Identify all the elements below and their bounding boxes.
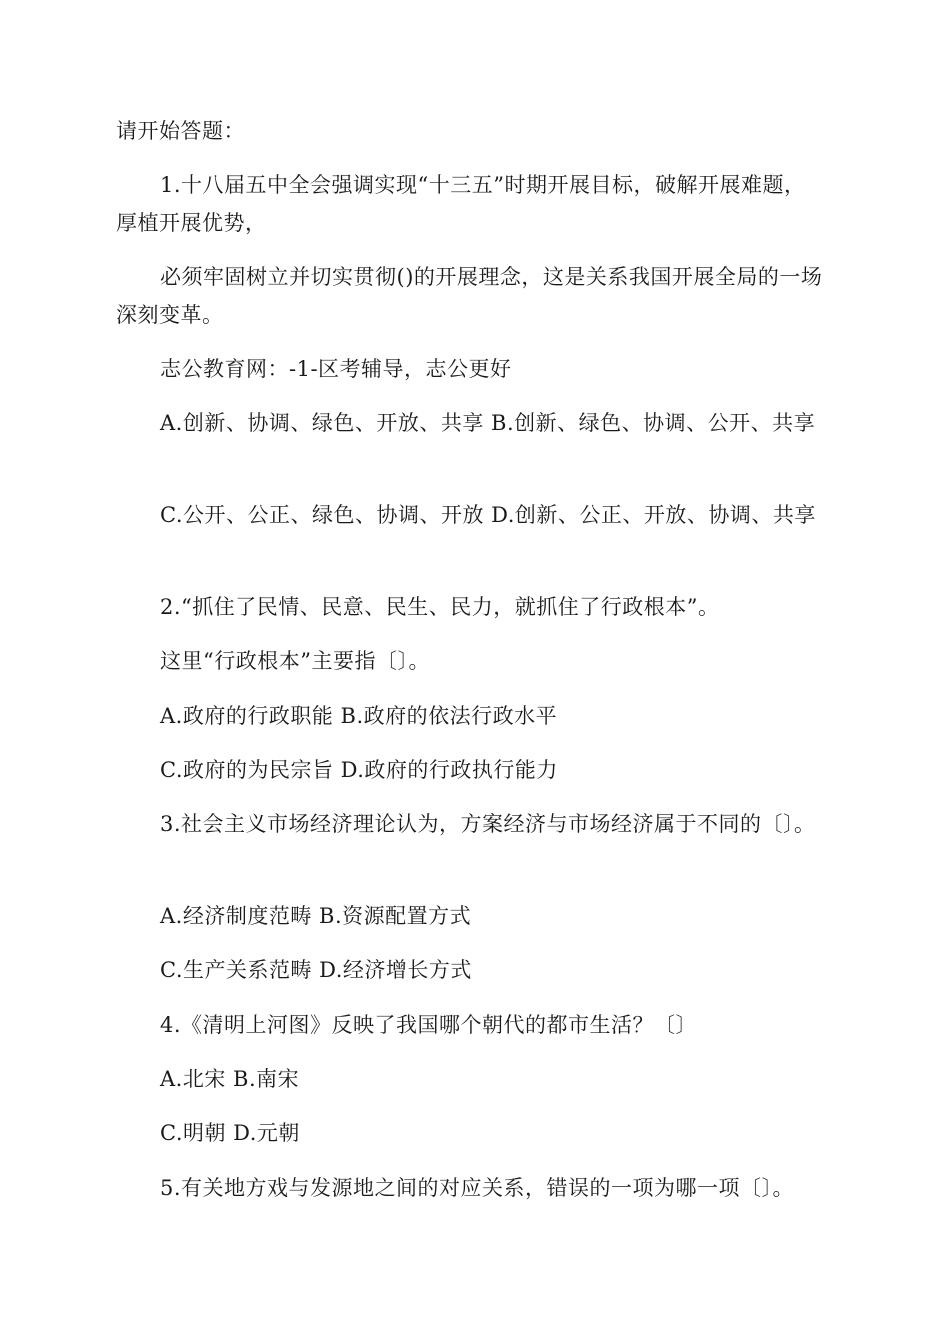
question-4-options-ab: A.北宋 B.南宋: [160, 1067, 300, 1091]
question-2-stem-continued: 这里“行政根本”主要指〔〕。: [160, 649, 430, 673]
question-5-stem: 5.有关地方戏与发源地之间的对应关系，错误的一项为哪一项〔〕。: [160, 1176, 795, 1200]
footer-note: 志公教育网：-1-区考辅导，志公更好: [160, 357, 512, 381]
question-3-options-cd: C.生产关系范畴 D.经济增长方式: [160, 958, 472, 982]
question-2-stem: 2.“抓住了民情、民意、民生、民力，就抓住了行政根本”。: [160, 595, 720, 619]
question-2-options-cd: C.政府的为民宗旨 D.政府的行政执行能力: [160, 758, 558, 782]
question-1-options-ab: A.创新、协调、绿色、开放、共享 B.创新、绿色、协调、公开、共享: [160, 411, 816, 435]
question-1-options-cd: C.公开、公正、绿色、协调、开放 D.创新、公正、开放、协调、共享: [160, 503, 816, 527]
question-1-stem-continued: 必须牢固树立并切实贯彻()的开展理念，这是关系我国开展全局的一场深刻变革。: [116, 265, 823, 327]
question-2-options-ab: A.政府的行政职能 B.政府的依法行政水平: [160, 704, 558, 728]
intro-text: 请开始答题：: [116, 119, 245, 143]
question-4-options-cd: C.明朝 D.元朝: [160, 1121, 300, 1145]
question-1-stem: 1.十八届五中全会强调实现“十三五”时期开展目标，破解开展难题，厚植开展优势，: [116, 173, 806, 235]
question-4-stem: 4.《清明上河图》反映了我国哪个朝代的都市生活？〔〕: [160, 1013, 698, 1037]
question-3-stem: 3.社会主义市场经济理论认为，方案经济与市场经济属于不同的〔〕。: [160, 812, 816, 836]
question-3-options-ab: A.经济制度范畴 B.资源配置方式: [160, 904, 472, 928]
